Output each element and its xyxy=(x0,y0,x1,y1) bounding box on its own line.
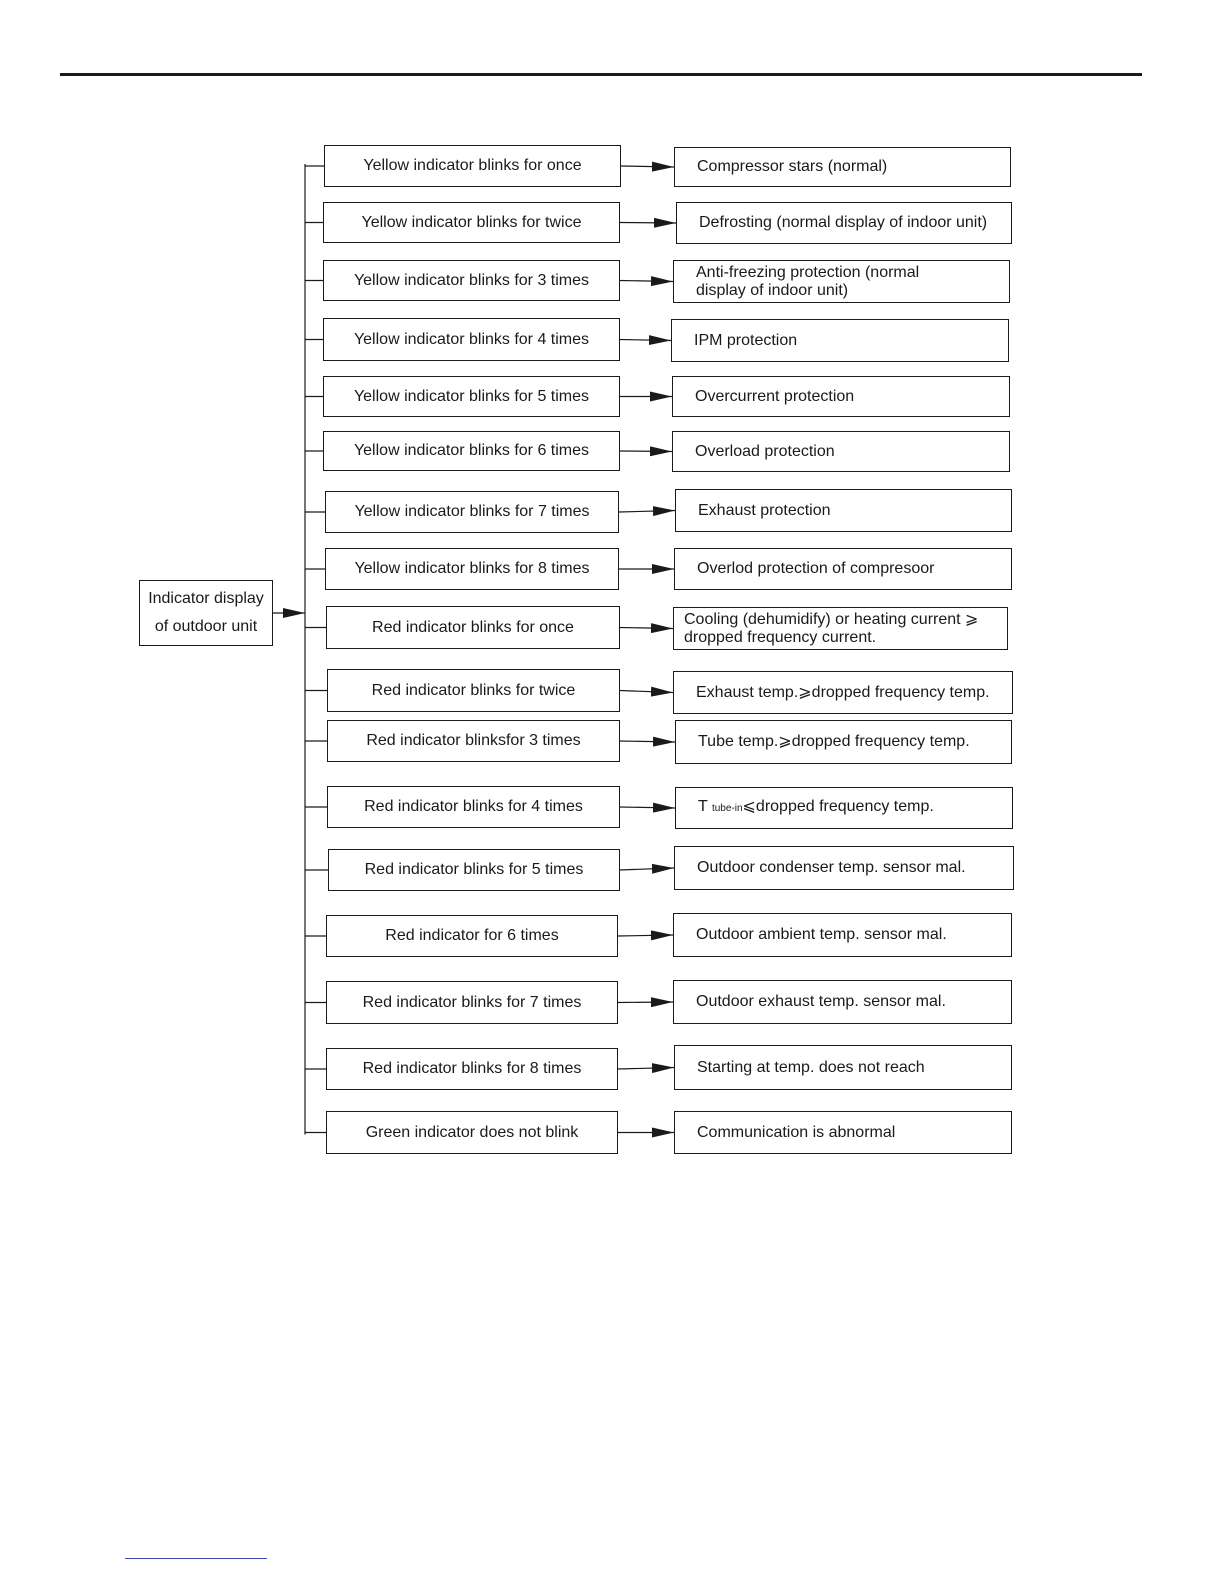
result-box xyxy=(673,671,1013,714)
result-box xyxy=(675,489,1012,532)
condition-box xyxy=(327,786,620,828)
condition-box xyxy=(323,431,620,471)
result-box xyxy=(673,607,1008,650)
condition-text: Red indicator blinks for 8 times xyxy=(362,1060,582,1077)
condition-box xyxy=(323,260,620,301)
result-arrow xyxy=(618,1068,674,1070)
result-text: Overlod protection of compresoor xyxy=(697,560,935,577)
result-text xyxy=(698,798,934,818)
result-text: Defrosting (normal display of indoor unit) xyxy=(699,214,988,231)
condition-text: Green indicator does not blink xyxy=(365,1123,579,1141)
result-arrow xyxy=(619,511,675,513)
condition-box xyxy=(326,1111,618,1154)
result-text: Compressor stars (normal) xyxy=(697,158,888,175)
condition-text: Red indicator blinks for 4 times xyxy=(364,798,583,815)
result-text: Exhaust temp.⩾dropped frequency temp. xyxy=(696,683,990,701)
condition-box xyxy=(324,145,621,187)
result-arrow xyxy=(618,935,673,936)
condition-box xyxy=(327,669,620,712)
result-text-prefix: T xyxy=(698,798,712,815)
result-arrow xyxy=(620,868,674,870)
result-text: Anti-freezing protection (normal display of indoor unit) xyxy=(696,263,920,299)
result-arrow xyxy=(620,807,675,808)
condition-box xyxy=(326,915,618,957)
result-box xyxy=(671,319,1009,362)
condition-text: Red indicator blinks for once xyxy=(372,618,574,636)
result-box xyxy=(675,787,1013,829)
condition-box xyxy=(325,548,619,590)
condition-text: Yellow indicator blinks for 7 times xyxy=(354,503,590,520)
result-box xyxy=(674,846,1014,890)
result-box xyxy=(672,431,1010,472)
condition-box xyxy=(326,606,620,649)
result-box xyxy=(672,376,1010,417)
condition-text: Yellow indicator blinks for 4 times xyxy=(353,330,590,348)
result-arrow xyxy=(620,628,673,629)
result-text-subscript: tube-in xyxy=(711,803,743,814)
result-box xyxy=(675,720,1012,764)
result-arrow xyxy=(620,340,671,341)
condition-text: Red indicator blinksfor 3 times xyxy=(366,732,581,749)
result-arrow xyxy=(620,281,673,282)
condition-text: Yellow indicator blinks for 8 times xyxy=(354,560,590,577)
result-box xyxy=(674,548,1012,590)
source-label-line1: Indicator display xyxy=(148,590,264,607)
condition-text: Red indicator blinks for 7 times xyxy=(362,993,582,1011)
condition-text: Yellow indicator blinks for 5 times xyxy=(353,387,590,405)
condition-text: Yellow indicator blinks for 3 times xyxy=(353,271,590,289)
result-text: Outdoor condenser temp. sensor mal. xyxy=(697,859,966,876)
condition-box xyxy=(323,318,620,361)
condition-box xyxy=(325,491,619,533)
condition-text: Red indicator for 6 times xyxy=(385,927,559,944)
result-text: IPM protection xyxy=(694,331,798,349)
source-box-outdoor-unit xyxy=(139,580,273,646)
result-box xyxy=(674,1111,1012,1154)
condition-text: Yellow indicator blinks for once xyxy=(363,157,582,174)
result-box xyxy=(673,260,1010,303)
result-arrow xyxy=(620,741,675,742)
result-box xyxy=(674,1045,1012,1090)
condition-box xyxy=(323,376,620,417)
footer-link-underline xyxy=(125,1558,267,1559)
condition-box xyxy=(327,720,620,762)
result-text: Starting at temp. does not reach xyxy=(697,1058,925,1076)
result-box xyxy=(673,980,1012,1024)
result-arrow xyxy=(620,223,676,224)
result-text: Outdoor ambient temp. sensor mal. xyxy=(696,926,947,943)
result-text: Overcurrent protection xyxy=(695,387,855,405)
result-box xyxy=(676,202,1012,244)
result-arrow xyxy=(620,451,672,452)
result-text: Cooling (dehumidify) or heating current ⩾ dropped frequency current. xyxy=(684,610,979,646)
result-text: Exhaust protection xyxy=(698,501,831,519)
result-text: Tube temp.⩾dropped frequency temp. xyxy=(698,733,970,750)
condition-box xyxy=(328,849,620,891)
condition-box xyxy=(326,981,618,1024)
result-text: Communication is abnormal xyxy=(697,1123,896,1141)
result-text: Outdoor exhaust temp. sensor mal. xyxy=(696,993,946,1010)
condition-text: Red indicator blinks for twice xyxy=(371,681,576,699)
source-label-line2: of outdoor unit xyxy=(154,618,258,635)
result-arrow xyxy=(620,691,673,693)
condition-box xyxy=(323,202,620,243)
condition-text: Yellow indicator blinks for twice xyxy=(361,213,582,231)
condition-text: Red indicator blinks for 5 times xyxy=(364,861,584,878)
result-box xyxy=(673,913,1012,957)
condition-text: Yellow indicator blinks for 6 times xyxy=(353,442,590,459)
result-arrow xyxy=(621,166,674,167)
result-arrow xyxy=(618,1002,673,1003)
result-box xyxy=(674,147,1011,187)
result-text-suffix: ⩽dropped frequency temp. xyxy=(742,798,934,815)
condition-box xyxy=(326,1048,618,1090)
result-text: Overload protection xyxy=(695,442,835,460)
